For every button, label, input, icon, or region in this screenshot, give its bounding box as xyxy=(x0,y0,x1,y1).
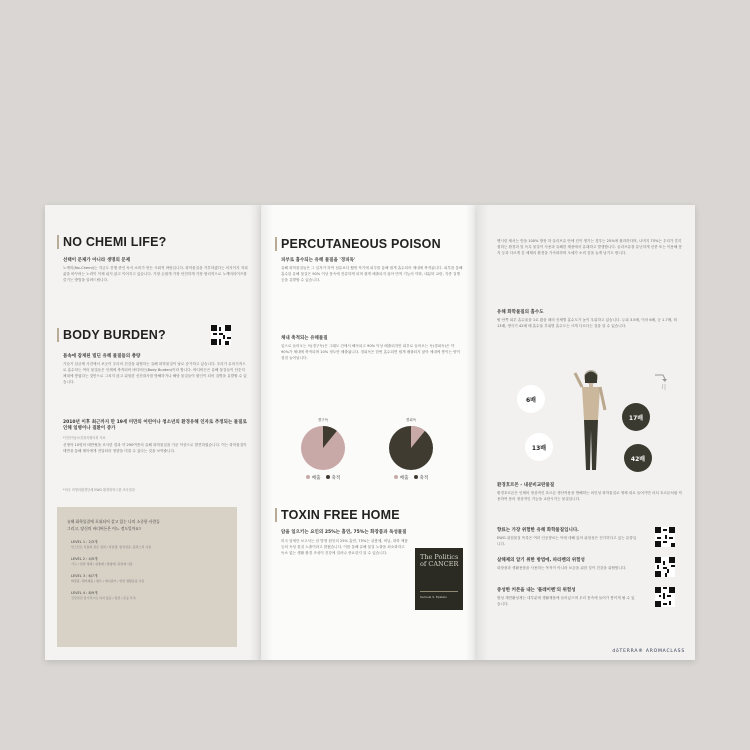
brand-logo: dōTERRA® AROMACLASS xyxy=(612,649,685,654)
brochure xyxy=(45,205,695,660)
qr-item-title: 향료는 가장 위험한 유해 화학물질입니다. xyxy=(497,528,579,533)
subtitle: 암을 일으키는 요인의 25%는 흡연, 75%는 화장품과 독성물질 xyxy=(281,530,407,535)
panel-right xyxy=(477,205,695,660)
title-toxin-free: TOXIN FREE HOME xyxy=(275,508,400,522)
qr-item-desc: 합성 계면활성제는 대부분에 생활제품에 들어있으며 우리 몸속에 들어가 쌓이게 될 수 있습니다. xyxy=(497,596,635,606)
qr-code[interactable] xyxy=(655,557,675,577)
title-percutaneous: PERCUTANEOUS POISON xyxy=(275,237,441,251)
paragraph: 유해 화학물질들은 그 입자가 하여 섬유보다 훨씬 작기에 피부를 통해 쉽게 흡수되어 체내에 축적됩니다. 피부를 통해 흡수된 유해 물질은 90% 이상 몸속에 잔류하게 되며 쉽게 배출되지 않아 면역 기능의 약화, 내분비 교란, 각종 질병 등을 유발할 수 있습니다. xyxy=(281,266,463,282)
levels-title: 그리고, 당신의 바디버든은 어느 정도일까요? xyxy=(67,526,142,531)
qr-item-desc: 화장품과 생활용품을 사용하는 목적이 아니라 보존을 위한 것이 건강을 위협합니다. xyxy=(497,566,627,570)
paragraph: 엔시린 체서는 만을 100% 방장 하 올리브유 안에 진이 생기는 경우는 25%에 불과하다며, 나머지 75%는 우리가 흔히 접하는 환경과 및 독특 물질이 사용과 유해한 제품에서 유래하고 발생합니다. 올리브유를 유난하게 신중 또는 이용해 봉지 등과 다르게 본 체제의 환경을 가속화하며 오메가 소비 감을 늘게 남기도 합니다. xyxy=(497,239,682,255)
subtitle: 2010년 이후 최근까지 만 19세 미만의 어린이나 청소년의 환경유해 인자로 추정되는 물질로 인해 일병이나 질환이 증가 xyxy=(63,420,247,431)
pie-chart-skin: 경피독 배출 축적 xyxy=(381,418,441,481)
absorption-value: 17배 xyxy=(622,403,650,431)
title-no-chemi: NO CHEMI LIFE? xyxy=(57,235,167,249)
levels-title: 유해 화학물질에 포위되어 살고 있는 나의 소중한 사람들 xyxy=(67,519,160,524)
note: *미국 비영리환경단체 EWG 환경화학그룹 조사결과 xyxy=(63,488,135,492)
levels-box xyxy=(57,507,237,647)
level-item: LEVEL 4 : 8/9개 건강검진 정기적으로 하지 않음 / 흡연 / 운동 부족 xyxy=(71,591,136,600)
qr-item-title: 살해제의 알기 위한 방법에, 파라벤의 위험성 xyxy=(497,558,585,563)
note: *인천아동보건복지협의회 자료 xyxy=(63,436,106,440)
qr-code[interactable] xyxy=(655,587,675,607)
human-figure-icon xyxy=(573,365,609,475)
paragraph: 가습기 살균제 사건에서 보듯이 우리의 건강을 위협하는 유해 화학물질이 날로 증가하고 있습니다. 우리가 무의식적으로 흡수하는 여러 물질들은 인체에 축적되어 바디버든(Body Burden)이라 합니다. 바디버든은 유해 물질들이 단순히 체내에 쌓였다는 것만으로 그치지 않고 위험한 신진대사를 방해하거나 해당 물질들이 원인이 되어 질병을 유발할 수 있습니다. xyxy=(63,362,247,384)
paragraph: 환경호르몬은 인체의 정상적인 호르몬 생산작용을 방해하는 외인성 화학물질로 생체 내로 들어가면 마치 호르몬처럼 작용하여 몸의 정상적인 기능을 교란시키는 물질입니다. xyxy=(497,491,682,501)
subtitle: 유해 화학물질의 흡수도 xyxy=(497,310,544,315)
paragraph: 미국 암재단 보고서는 암 발생 원인의 25% 흡연, 75%는 살충제, 비닐, 화학 제품 등의 독성 물질 노출이라고 밝혔습니다. 이를 통해 유해 물질 노출을 최소화하고 독소 없는 생활 환경 조성이 건강에 얼마나 중요한지 알 수 있습니다. xyxy=(281,539,408,555)
subtitle: 환경호르몬 - 내분비교란물질 xyxy=(497,483,555,488)
level-item: LEVEL 3 : 6/7개 화장품, 헤어제품 / 향수 / 매니큐어 / 일반 생활용품 사용 xyxy=(71,574,145,583)
shower-icon xyxy=(653,373,667,395)
absorption-value: 6배 xyxy=(517,385,545,413)
paragraph: 입으로 들어오는 독(경구독)은 그래도 간에서 해독되고 90% 이상 배출되지만 피부로 들어오는 독(경피독)은 약 90%가 체내에 축적되며 10% 정도만 배출됩니다. 경피독은 한번 흡수되면 쉽게 배출되지 않아 체내에 쌓이는 양이 점점 늘어납니다. xyxy=(281,344,460,360)
subtitle: 체내 축적되는 유해물질 xyxy=(281,336,328,341)
subtitle: 선택이 문제가 아니라 생명의 문제 xyxy=(63,258,131,263)
subtitle: 피부로 흡수되는 유해 물질을 '경피독' xyxy=(281,258,356,263)
pie-chart-oral: 경구독 배출 축적 xyxy=(293,418,353,481)
level-item: LEVEL 1 : 2/3개 인스턴트 식품의 잦은 섭취 / 비닐랩, 합성섬유, 플라스틱 사용 xyxy=(71,540,152,549)
qr-item-desc: EWG 위험물질 목록은 여러 인공향료는 이에 대해 있어 위험성은 전기하다고 있는 유향입니다. xyxy=(497,536,637,546)
qr-code[interactable] xyxy=(211,325,231,345)
absorption-value: 42배 xyxy=(624,444,652,472)
book-cover-image: The Politics of CANCER Samuel S. Epstein xyxy=(415,548,463,610)
qr-item-title: 중성한 커튼을 내는 '플레이벤'의 위험성 xyxy=(497,588,576,593)
paragraph: 노케미(No-Chemi)는 지금도 진행 중인 독서 소비가 만든 시회적 바람입니다. 화학물질을 거부하겠다는 의지이지 저희 삶을 바꾸려는 노력이 이제 쉬지 않고 이어지고 있습니다. 가장 손쉽게 가장 안전하게 가장 합리적으로 노케미라이프를 즐기는 방법을 알려드립니다. xyxy=(63,266,248,282)
level-item: LEVEL 2 : 4/5개 가구 / 일반 세제 / 살충제 / 방향제, 탈취제 사용 xyxy=(71,557,133,566)
qr-code[interactable] xyxy=(655,527,675,547)
panel-middle xyxy=(261,205,477,660)
paragraph: 팔 안쪽 피부 흡수율을 1로 봤을 때의 신체별 흡수도가 높이 우위하고 있습니다. 두피 3.5배, 이마 6배, 등 1.7배, 턱 13배, 생식기 42배 배 흡수율 부위별 흡수도는 크게 다르다는 것을 알 수 있습니다. xyxy=(497,318,677,328)
paragraph: 신생아 10명의 태반혈을 조사한 결과 약 290여종의 유해 화학물질을 기준 이상으로 발견하였습니다. 이는 화학물질이 태반을 통해 태아에게 전달되어 영향을 미칠 수 있다는 것을 보여줍니다. xyxy=(63,443,247,453)
subtitle: 몸속에 잠재된 빌딘 유해 물질들의 총량 xyxy=(63,354,141,359)
absorption-value: 13배 xyxy=(525,433,553,461)
panel-left xyxy=(45,205,261,660)
title-body-burden: BODY BURDEN? xyxy=(57,328,166,342)
